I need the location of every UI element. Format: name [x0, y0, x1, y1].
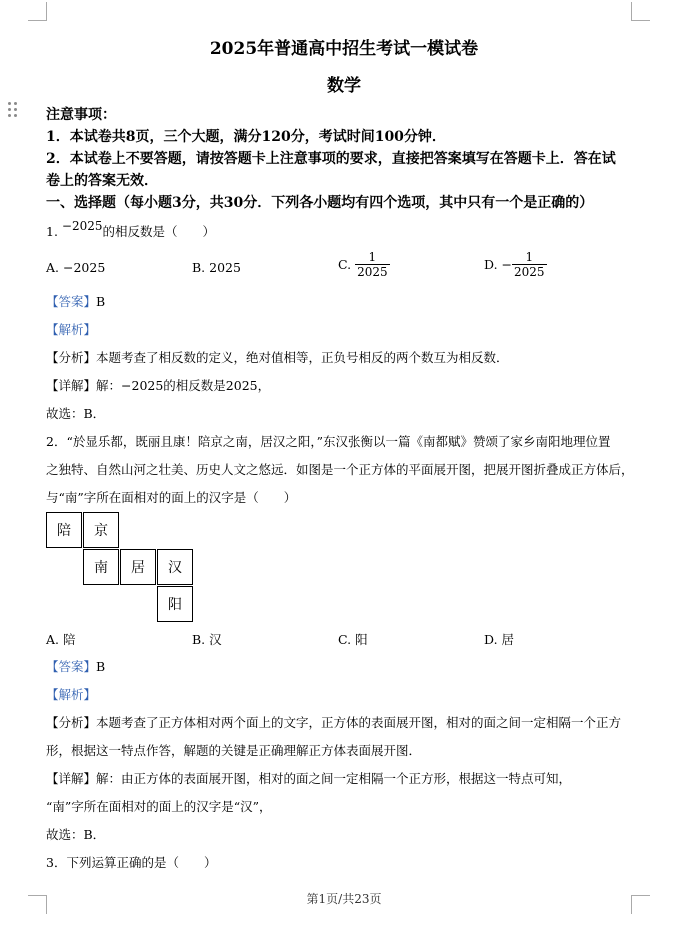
q1-stem: [46, 219, 216, 240]
q2-analysis-label: 【解析】: [46, 687, 97, 702]
q2-stem-line-3: 与“南”字所在面相对的面上的汉字是（ ）: [46, 490, 297, 505]
q1-answer: 【答案】B: [46, 294, 106, 309]
q2-detail-line-1: 【详解】解：由正方体的表面展开图，相对的面之间一定相隔一个正方形，根据这一特点可知，: [46, 771, 572, 786]
drag-handle-icon[interactable]: [8, 102, 18, 118]
q1-choice: 故选：B．: [46, 406, 106, 421]
q2-fenxi-line-2: 形，根据这一特点作答，解题的关键是正确理解正方体表面展开图．: [46, 743, 422, 758]
page-title: 2025年普通高中招生考试一模试卷: [209, 39, 479, 59]
q1-expression: −2025: [61, 219, 103, 233]
cube-net-cell-5: 汉: [157, 549, 193, 585]
q1-fenxi: 【分析】本题考查了相反数的定义，绝对值相等，正负号相反的两个数互为相反数．: [46, 350, 509, 365]
q1-detail: 【详解】解：−2025的相反数是2025，: [46, 378, 271, 393]
q1-analysis-label: 【解析】: [46, 322, 97, 337]
notes-item-1: 1．本试卷共8页，三个大题，满分120分，考试时间100分钟．: [46, 129, 446, 145]
q3-stem: 3．下列运算正确的是（ ）: [46, 855, 217, 870]
notes-heading: 注意事项：: [46, 107, 116, 123]
cube-net-cell-2: 京: [83, 512, 119, 548]
q2-stem-line-1: 2．“於显乐都，既丽且康！陪京之南，居汉之阳，”东汉张衡以一篇《南都赋》赞颂了家乡南阳地理位置: [46, 434, 611, 449]
q1-number: 1.: [46, 224, 58, 239]
cube-net-cell-4: 居: [120, 549, 156, 585]
notes-item-2-line-1: 2．本试卷上不要答题，请按答题卡上注意事项的要求，直接把答案填写在答题卡上．答在试: [46, 151, 616, 167]
q1-option-c-fraction: $\frac{1}{2025}$: [357, 250, 388, 279]
cube-net-cell-3: 南: [83, 549, 119, 585]
q1-stem-suffix: 的相反数是（ ）: [102, 224, 216, 239]
q2-choice: 故选：B．: [46, 827, 106, 842]
crop-mark-top-left: [28, 2, 47, 21]
q2-option-d: D. 居: [484, 632, 515, 647]
q2-stem-line-2: 之独特、自然山河之壮美、历史人文之悠远．如图是一个正方体的平面展开图，把展开图折叠成正方体后，: [46, 462, 634, 477]
q1-option-d-fraction: $\frac{1}{2025}$: [514, 250, 545, 279]
q1-option-d: D. − $\frac{1}{2025}$: [484, 250, 545, 279]
q2-option-a: A. 陪: [46, 632, 76, 647]
q1-option-a: A. −2025: [46, 260, 106, 275]
q2-option-c: C. 阳: [338, 632, 368, 647]
q2-option-b: B. 汉: [192, 632, 222, 647]
section-1-heading: 一、选择题（每小题3分，共30分．下列各小题均有四个选项，其中只有一个是正确的）: [46, 195, 594, 211]
notes-item-2-line-2: 卷上的答案无效．: [46, 173, 158, 189]
crop-mark-top-right: [631, 2, 650, 21]
q1-option-c: C. $\frac{1}{2025}$: [338, 250, 388, 279]
subject-title: 数学: [327, 76, 361, 96]
cube-net-cell-1: 陪: [46, 512, 82, 548]
page-number-footer: 第1页/共23页: [306, 892, 382, 906]
q1-option-b: B. 2025: [192, 260, 241, 275]
cube-net-figure: [46, 512, 196, 624]
q2-answer: 【答案】B: [46, 659, 106, 674]
q2-detail-line-2: “南”字所在面相对的面上的汉字是“汉”，: [46, 799, 272, 814]
cube-net-cell-6: 阳: [157, 586, 193, 622]
q2-fenxi-line-1: 【分析】本题考查了正方体相对两个面上的文字，正方体的表面展开图，相对的面之间一定相隔一个正方: [46, 715, 622, 730]
